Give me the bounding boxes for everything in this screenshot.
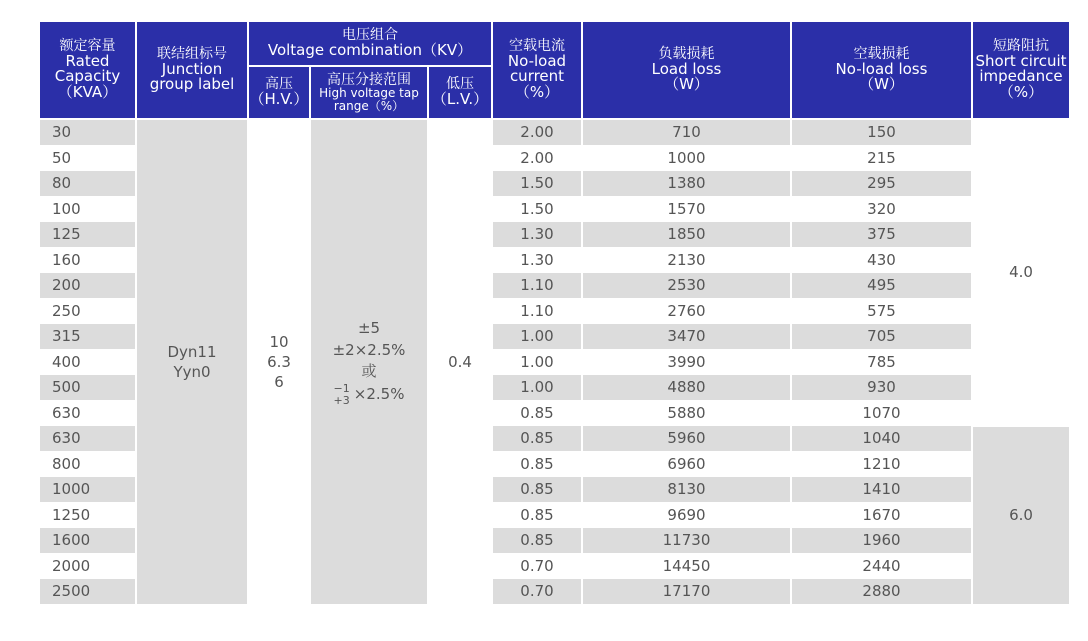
capacity-cell: 1000 bbox=[40, 477, 135, 502]
tap-line: 或 bbox=[361, 362, 377, 381]
header-text: Capacity bbox=[54, 67, 121, 86]
no-load-loss-cell: 430 bbox=[792, 248, 971, 273]
header-load-loss bbox=[583, 22, 790, 118]
no-load-current-cell: 1.50 bbox=[493, 197, 581, 222]
header-text: （%） bbox=[998, 83, 1044, 102]
no-load-loss-cell: 320 bbox=[792, 197, 971, 222]
no-load-loss-cell: 785 bbox=[792, 350, 971, 375]
header-text: range（%） bbox=[333, 98, 405, 113]
no-load-current-cell: 0.85 bbox=[493, 528, 581, 553]
header-text: 额定容量 bbox=[59, 38, 116, 55]
capacity-cell: 1600 bbox=[40, 528, 135, 553]
no-load-loss-cell: 1040 bbox=[792, 426, 971, 451]
load-loss-cell: 1850 bbox=[583, 222, 790, 247]
load-loss-cell: 11730 bbox=[583, 528, 790, 553]
header-text: Load loss bbox=[651, 59, 722, 78]
header-text: No-load loss bbox=[835, 59, 928, 78]
load-loss-cell: 6960 bbox=[583, 452, 790, 477]
no-load-loss-cell: 1210 bbox=[792, 452, 971, 477]
no-load-current-cell: 1.00 bbox=[493, 350, 581, 375]
header-text: 联结组标号 bbox=[157, 45, 227, 62]
header-text: （W） bbox=[664, 75, 709, 94]
header-no-load-current bbox=[493, 22, 581, 118]
no-load-current-cell: 1.30 bbox=[493, 222, 581, 247]
no-load-current-cell: 0.85 bbox=[493, 426, 581, 451]
header-voltage-combination bbox=[249, 22, 491, 65]
load-loss-cell: 1570 bbox=[583, 197, 790, 222]
no-load-current-cell: 1.00 bbox=[493, 324, 581, 349]
load-loss-cell: 5960 bbox=[583, 426, 790, 451]
hv-value: 6.3 bbox=[267, 352, 291, 371]
header-junction-group bbox=[137, 22, 247, 118]
capacity-cell: 315 bbox=[40, 324, 135, 349]
header-text: impedance bbox=[979, 67, 1063, 86]
header-text: （H.V.） bbox=[249, 89, 309, 108]
hv-value: 10 bbox=[269, 332, 289, 351]
no-load-loss-cell: 705 bbox=[792, 324, 971, 349]
tap-fraction bbox=[334, 383, 350, 406]
tap-line: ×2.5% bbox=[353, 385, 405, 404]
no-load-loss-cell: 215 bbox=[792, 146, 971, 171]
no-load-current-cell: 0.85 bbox=[493, 401, 581, 426]
load-loss-cell: 2130 bbox=[583, 248, 790, 273]
no-load-current-cell: 1.00 bbox=[493, 375, 581, 400]
header-lv bbox=[429, 67, 491, 118]
no-load-loss-cell: 1070 bbox=[792, 401, 971, 426]
capacity-cell: 2000 bbox=[40, 554, 135, 579]
junction-group-value: Dyn11 bbox=[167, 342, 217, 361]
header-text: 短路阻抗 bbox=[993, 38, 1049, 55]
no-load-loss-cell: 1410 bbox=[792, 477, 971, 502]
header-text: （W） bbox=[859, 75, 904, 94]
header-text: Junction bbox=[161, 59, 223, 78]
capacity-cell: 400 bbox=[40, 350, 135, 375]
lv-cell bbox=[429, 120, 491, 604]
impedance-cell-high bbox=[973, 427, 1069, 604]
tap-range-cell bbox=[311, 120, 427, 604]
header-text: Short circuit bbox=[975, 51, 1067, 70]
lv-value: 0.4 bbox=[448, 352, 472, 371]
header-text: Voltage combination（KV） bbox=[267, 40, 473, 59]
junction-group-cell bbox=[137, 120, 247, 604]
capacity-cell: 800 bbox=[40, 452, 135, 477]
tap-line: ±5 bbox=[357, 318, 381, 337]
header-text: 高压 bbox=[265, 76, 293, 93]
header-text: 空载损耗 bbox=[853, 45, 910, 62]
no-load-loss-cell: 1960 bbox=[792, 528, 971, 553]
no-load-current-cell: 1.10 bbox=[493, 273, 581, 298]
no-load-loss-cell: 495 bbox=[792, 273, 971, 298]
no-load-current-cell: 2.00 bbox=[493, 146, 581, 171]
no-load-current-cell: 1.30 bbox=[493, 248, 581, 273]
header-text: Rated bbox=[65, 51, 110, 70]
header-short-circuit bbox=[973, 22, 1069, 118]
load-loss-cell: 1380 bbox=[583, 171, 790, 196]
tap-fraction-top: −1 bbox=[333, 382, 350, 396]
header-tap-range bbox=[311, 67, 427, 118]
load-loss-cell: 8130 bbox=[583, 477, 790, 502]
impedance-cell-low bbox=[973, 120, 1069, 425]
load-loss-cell: 3470 bbox=[583, 324, 790, 349]
tap-fraction-line bbox=[334, 383, 405, 406]
capacity-cell: 160 bbox=[40, 248, 135, 273]
hv-value: 6 bbox=[274, 373, 284, 392]
capacity-cell: 100 bbox=[40, 197, 135, 222]
capacity-cell: 630 bbox=[40, 401, 135, 426]
header-text: No-load bbox=[507, 51, 567, 70]
header-text: 高压分接范围 bbox=[327, 71, 411, 88]
header-text: （KVA） bbox=[57, 83, 118, 102]
capacity-cell: 30 bbox=[40, 120, 135, 145]
header-text: 电压组合 bbox=[342, 27, 398, 44]
no-load-current-cell: 0.85 bbox=[493, 503, 581, 528]
no-load-loss-cell: 295 bbox=[792, 171, 971, 196]
no-load-current-cell: 1.50 bbox=[493, 171, 581, 196]
capacity-cell: 125 bbox=[40, 222, 135, 247]
load-loss-cell: 2530 bbox=[583, 273, 790, 298]
header-text: 负载损耗 bbox=[658, 45, 715, 62]
header-hv bbox=[249, 67, 309, 118]
header-text: 低压 bbox=[446, 76, 474, 93]
no-load-current-cell: 1.10 bbox=[493, 299, 581, 324]
no-load-current-cell: 0.70 bbox=[493, 579, 581, 604]
no-load-loss-cell: 1670 bbox=[792, 503, 971, 528]
load-loss-cell: 9690 bbox=[583, 503, 790, 528]
header-no-load-loss bbox=[792, 22, 971, 118]
no-load-loss-cell: 930 bbox=[792, 375, 971, 400]
no-load-loss-cell: 375 bbox=[792, 222, 971, 247]
load-loss-cell: 710 bbox=[583, 120, 790, 145]
header-text: 空载电流 bbox=[509, 38, 565, 55]
header-text: （L.V.） bbox=[431, 89, 489, 108]
hv-cell bbox=[249, 120, 309, 604]
header-text: group label bbox=[149, 75, 235, 94]
capacity-cell: 50 bbox=[40, 146, 135, 171]
no-load-loss-cell: 150 bbox=[792, 120, 971, 145]
capacity-cell: 2500 bbox=[40, 579, 135, 604]
no-load-loss-cell: 2440 bbox=[792, 554, 971, 579]
capacity-cell: 1250 bbox=[40, 503, 135, 528]
no-load-current-cell: 0.70 bbox=[493, 554, 581, 579]
load-loss-cell: 5880 bbox=[583, 401, 790, 426]
load-loss-cell: 1000 bbox=[583, 146, 790, 171]
load-loss-cell: 14450 bbox=[583, 554, 790, 579]
capacity-cell: 500 bbox=[40, 375, 135, 400]
load-loss-cell: 2760 bbox=[583, 299, 790, 324]
capacity-cell: 250 bbox=[40, 299, 135, 324]
load-loss-cell: 17170 bbox=[583, 579, 790, 604]
tap-line: ±2×2.5% bbox=[332, 340, 406, 359]
junction-group-value: Yyn0 bbox=[173, 363, 211, 381]
impedance-value: 4.0 bbox=[1009, 263, 1033, 282]
no-load-current-cell: 0.85 bbox=[493, 452, 581, 477]
no-load-loss-cell: 575 bbox=[792, 299, 971, 324]
header-text: （%） bbox=[514, 83, 560, 102]
capacity-cell: 200 bbox=[40, 273, 135, 298]
load-loss-cell: 4880 bbox=[583, 375, 790, 400]
capacity-cell: 630 bbox=[40, 426, 135, 451]
no-load-current-cell: 2.00 bbox=[493, 120, 581, 145]
header-text: current bbox=[509, 67, 565, 86]
no-load-loss-cell: 2880 bbox=[792, 579, 971, 604]
no-load-current-cell: 0.85 bbox=[493, 477, 581, 502]
tap-fraction-bottom: +3 bbox=[333, 393, 350, 407]
capacity-cell: 80 bbox=[40, 171, 135, 196]
header-rated-capacity bbox=[40, 22, 135, 118]
load-loss-cell: 3990 bbox=[583, 350, 790, 375]
impedance-value: 6.0 bbox=[1009, 506, 1033, 525]
header-text: High voltage tap bbox=[319, 86, 419, 101]
